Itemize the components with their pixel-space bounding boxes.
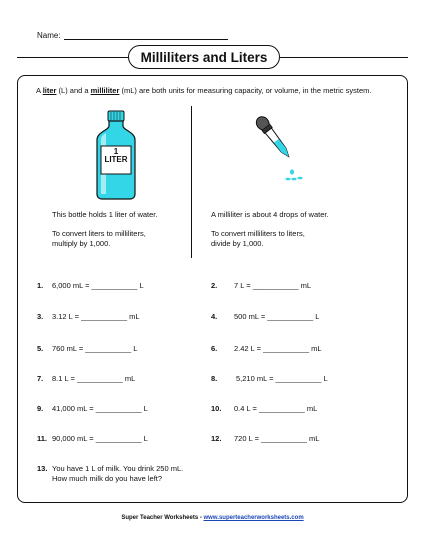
footer-separator: - bbox=[198, 515, 204, 521]
term-milliliter: milliliter bbox=[90, 86, 120, 95]
question-1-number: 1. bbox=[37, 281, 44, 290]
question-12-text[interactable]: 720 L = ___________ mL bbox=[234, 434, 320, 443]
question-5-number: 5. bbox=[37, 344, 44, 353]
dropper-icon bbox=[248, 115, 316, 187]
question-6-text[interactable]: 2.42 L = ___________ mL bbox=[234, 344, 322, 353]
question-8-text[interactable]: 5,210 mL = ___________ L bbox=[236, 374, 328, 383]
name-field[interactable] bbox=[64, 39, 228, 40]
intro-text bbox=[36, 86, 386, 96]
question-12-number: 12. bbox=[211, 434, 222, 443]
intro-middle: (L) and a bbox=[56, 86, 91, 95]
footer-link[interactable]: www.superteacherworksheets.com bbox=[203, 515, 304, 521]
question-11-text[interactable]: 90,000 mL = ___________ L bbox=[52, 434, 148, 443]
page-title: Milliliters and Liters bbox=[128, 45, 280, 69]
question-10-text[interactable]: 0.4 L = ___________ mL bbox=[234, 404, 318, 413]
question-4-number: 4. bbox=[211, 312, 218, 321]
question-10-number: 10. bbox=[211, 404, 222, 413]
question-9-text[interactable]: 41,000 mL = ___________ L bbox=[52, 404, 148, 413]
question-8-number: 8. bbox=[211, 374, 218, 383]
name-label: Name: bbox=[37, 31, 61, 40]
question-13-line2: How much milk do you have left? bbox=[52, 473, 163, 483]
question-13-line1: You have 1 L of milk. You drink 250 mL. bbox=[52, 464, 184, 473]
intro-suffix: (mL) are both units for measuring capacity, or volume, in the metric system. bbox=[119, 86, 372, 95]
question-13-number: 13. bbox=[37, 464, 48, 473]
ml-to-liters-tip-line1: To convert milliliters to liters, bbox=[211, 229, 305, 238]
question-11-number: 11. bbox=[37, 434, 48, 443]
footer bbox=[0, 515, 425, 521]
bottle-label bbox=[101, 148, 131, 164]
question-7-text[interactable]: 8.1 L = ___________ mL bbox=[52, 374, 136, 383]
bottle-label-word: LITER bbox=[104, 155, 128, 164]
footer-brand: Super Teacher Worksheets bbox=[121, 515, 199, 521]
question-4-text[interactable]: 500 mL = ___________ L bbox=[234, 312, 320, 321]
liters-to-ml-tip-line1: To convert liters to milliliters, bbox=[52, 229, 146, 238]
question-7-number: 7. bbox=[37, 374, 44, 383]
question-3-text[interactable]: 3.12 L = ___________ mL bbox=[52, 312, 140, 321]
ml-to-liters-tip bbox=[211, 229, 305, 248]
question-1-text[interactable]: 6,000 mL = ___________ L bbox=[52, 281, 144, 290]
question-5-text[interactable]: 760 mL = ___________ L bbox=[52, 344, 138, 353]
question-9-number: 9. bbox=[37, 404, 44, 413]
question-2-text[interactable]: 7 L = ___________ mL bbox=[234, 281, 312, 290]
panel-divider bbox=[191, 106, 192, 258]
question-6-number: 6. bbox=[211, 344, 218, 353]
dropper-caption: A milliliter is about 4 drops of water. bbox=[211, 210, 329, 219]
liters-to-ml-tip-line2: multiply by 1,000. bbox=[52, 238, 111, 248]
title-rule-left bbox=[17, 57, 128, 58]
ml-to-liters-tip-line2: divide by 1,000. bbox=[211, 238, 264, 248]
bottle-label-number: 1 bbox=[113, 147, 119, 156]
intro-prefix: A bbox=[36, 86, 43, 95]
bottle-caption: This bottle holds 1 liter of water. bbox=[52, 210, 158, 219]
question-13-text bbox=[52, 464, 183, 483]
term-liter: liter bbox=[42, 86, 57, 95]
question-3-number: 3. bbox=[37, 312, 44, 321]
liters-to-ml-tip bbox=[52, 229, 146, 248]
title-rule-right bbox=[280, 57, 408, 58]
question-2-number: 2. bbox=[211, 281, 218, 290]
